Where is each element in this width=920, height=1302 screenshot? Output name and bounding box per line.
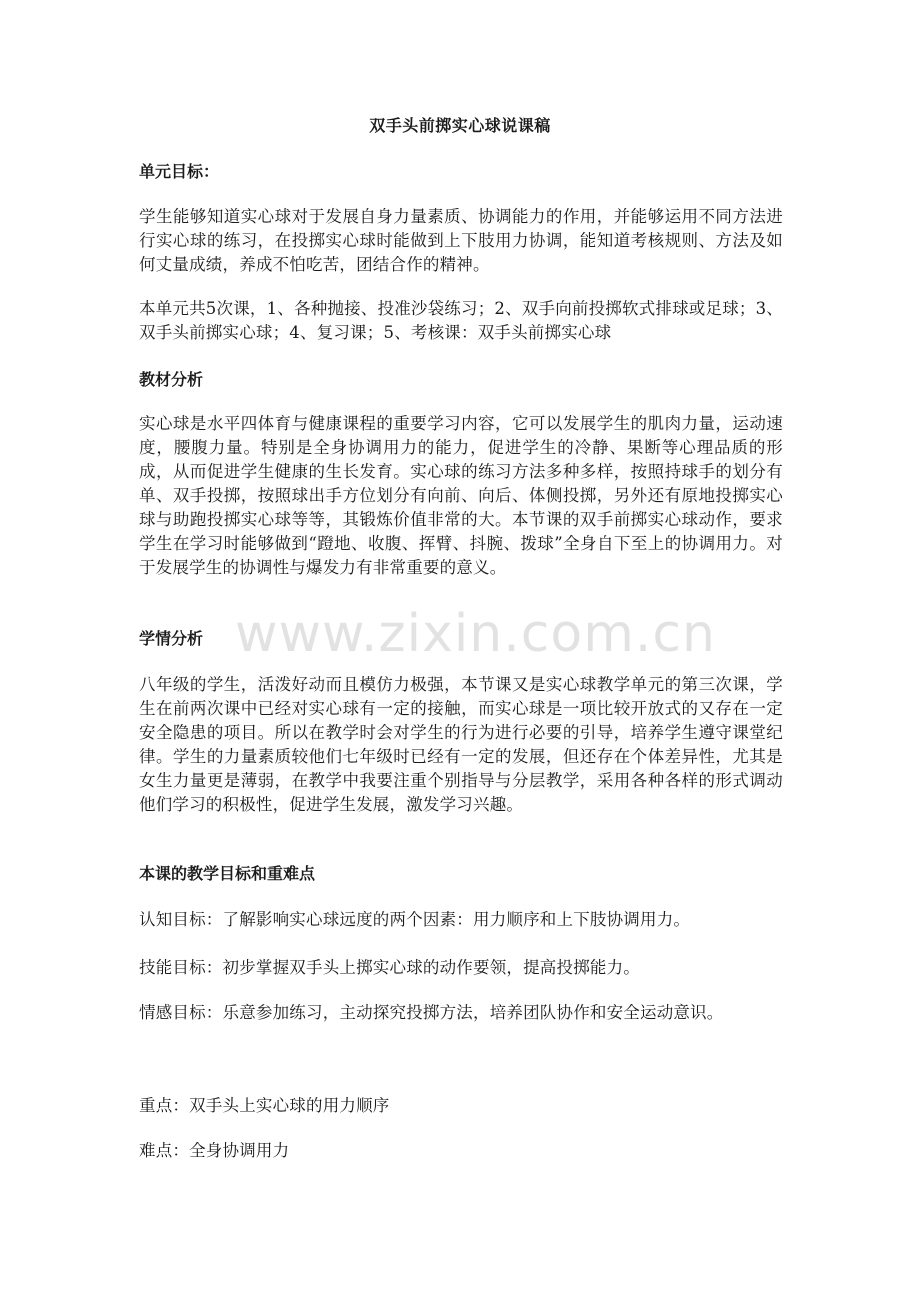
key-point: 重点：双手头上实心球的用力顺序 <box>139 1096 390 1115</box>
difficulty-point: 难点：全身协调用力 <box>139 1141 290 1160</box>
unit-goal-paragraph: 学生能够知道实心球对于发展自身力量素质、协调能力的作用，并能够运用不同方法进行实心球的练习，在投掷实心球时能做到上下肢用力协调，能知道考核规则、方法及如何丈量成绩，养成不怕吃苦，团结合作的精神。 <box>139 207 783 274</box>
document-title: 双手头前掷实心球说课稿 <box>369 116 551 135</box>
watermark: www.zixin.com.cn <box>235 604 716 664</box>
unit-schedule-paragraph: 本单元共5次课，1、各种抛接、投准沙袋练习；2、双手向前投掷软式排球或足球；3、双手头前掷实心球；4、复习课；5、考核课：双手头前掷实心球 <box>139 299 783 342</box>
skill-objective: 技能目标：初步掌握双手头上掷实心球的动作要领，提高投掷能力。 <box>139 958 640 977</box>
student-analysis-paragraph: 八年级的学生，活泼好动而且模仿力极强，本节课又是实心球教学单元的第三次课，学生在前两次课中已经对实心球有一定的接触，而实心球是一项比较开放式的又存在一定安全隐患的项目。所以在教学时会对学生的行为进行必要的引导，培养学生遵守课堂纪律。学生的力量素质较他们七年级时已经有一定的发展，但还存在个体差异性，尤其是女生力量更是薄弱，在教学中我要注重个别指导与分层教学，采用各种各样的形式调动他们学习的积极性，促进学生发展，激发学习兴趣。 <box>139 675 783 814</box>
cognitive-objective: 认知目标：了解影响实心球远度的两个因素：用力顺序和上下肢协调用力。 <box>139 910 691 929</box>
unit-goal-heading: 单元目标： <box>139 162 220 181</box>
material-analysis-paragraph: 实心球是水平四体育与健康课程的重要学习内容，它可以发展学生的肌肉力量，运动速度，腰腹力量。特别是全身协调用力的能力，促进学生的冷静、果断等心理品质的形成，从而促进学生健康的生长发育。实心球的练习方法多种多样，按照持球手的划分有单、双手投掷，按照球出手方位划分有向前、向后、体侧投掷，另外还有原地投掷实心球与助跑投掷实心球等等，其锻炼价值非常的大。本节课的双手前掷实心球动作，要求学生在学习时能够做到“蹬地、收腹、挥臂、抖腕、拨球”全身自下至上的协调用力。对于发展学生的协调性与爆发力有非常重要的意义。 <box>139 414 783 577</box>
affective-objective: 情感目标：乐意参加练习，主动探究投掷方法，培养团队协作和安全运动意识。 <box>139 1003 724 1022</box>
objectives-heading: 本课的教学目标和重难点 <box>139 864 316 883</box>
material-analysis-heading: 教材分析 <box>139 370 204 389</box>
student-analysis-heading: 学情分析 <box>139 629 204 648</box>
